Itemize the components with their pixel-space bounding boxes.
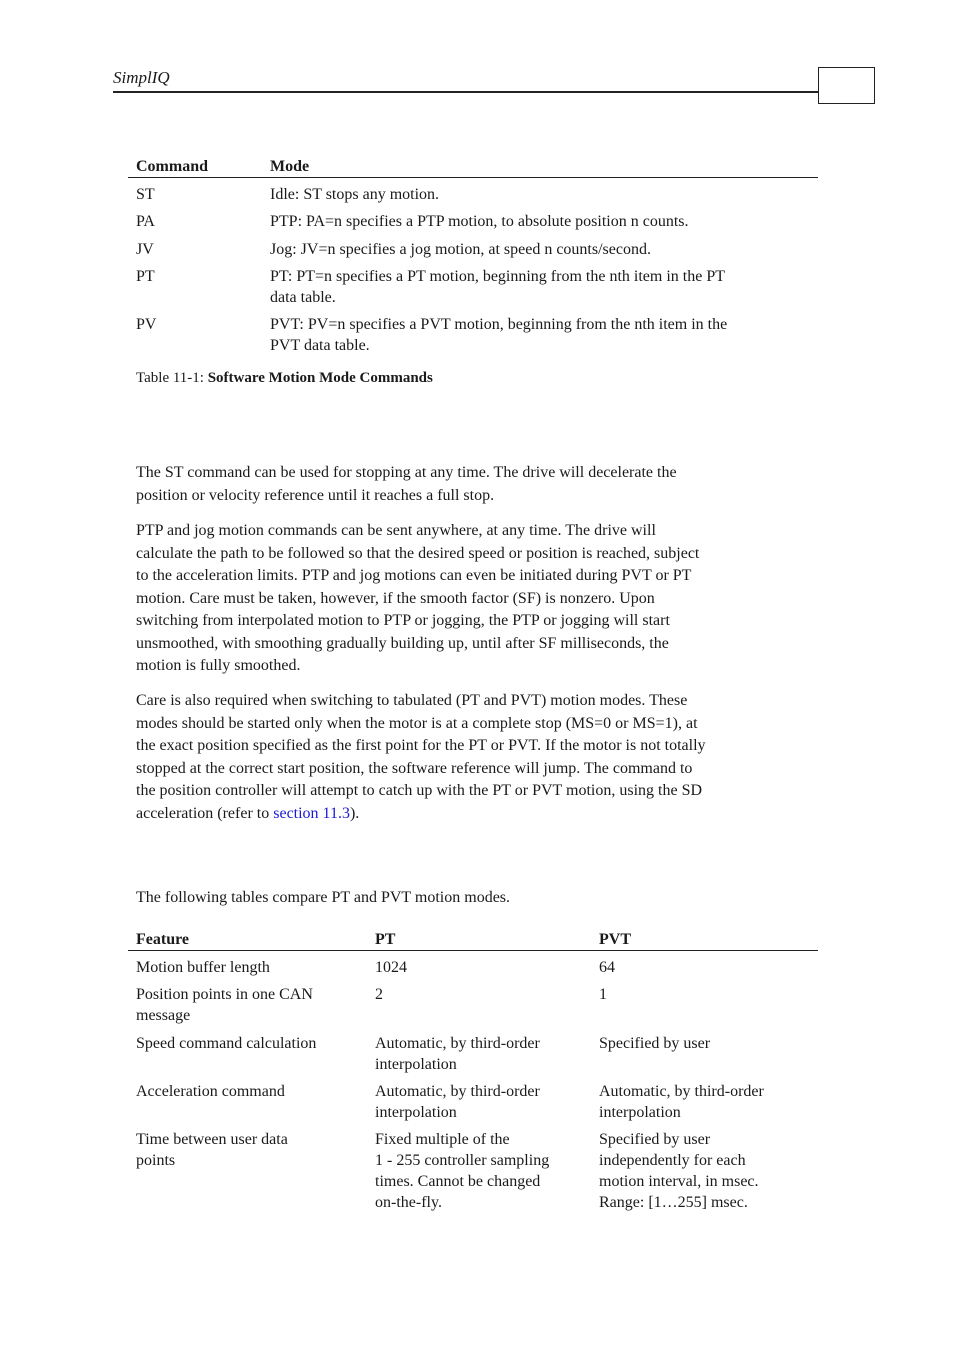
table1-command-cell: PV [136, 316, 157, 333]
paragraph-tabulated-modes [136, 690, 816, 825]
table1-mode-cell: PVT data table. [270, 337, 370, 354]
table1-mode-cell: Jog: JV=n specifies a jog motion, at speed n counts/second. [270, 241, 651, 258]
paragraph-stop-command [136, 462, 816, 507]
paragraph-text: acceleration (refer to [136, 804, 274, 822]
table2-pvt-cell: Range: [1…255] msec. [599, 1194, 748, 1211]
table2-feature-cell: Acceleration command [136, 1083, 285, 1100]
paragraph-line: The ST command can be used for stopping at any time. The drive will decelerate the [136, 464, 677, 481]
table2-pvt-cell: Specified by user [599, 1035, 711, 1052]
table2-header-pvt: PVT [599, 931, 631, 948]
table1-command-cell: ST [136, 186, 155, 203]
table1-mode-cell: PVT: PV=n specifies a PVT motion, beginning from the nth item in the [270, 316, 728, 333]
table2-header-rule [128, 950, 818, 951]
table2-pt-cell: interpolation [375, 1104, 457, 1121]
section-link[interactable]: section 11.3 [273, 804, 350, 822]
table1-caption [136, 368, 433, 388]
table1-command-cell: JV [136, 241, 154, 258]
table2-feature-cell: Position points in one CAN [136, 986, 313, 1003]
paragraph-line: The following tables compare PT and PVT motion modes. [136, 889, 511, 906]
table2-feature-cell: Motion buffer length [136, 959, 270, 976]
table2-pvt-cell: 64 [599, 959, 615, 976]
table2-feature-cell: Speed command calculation [136, 1035, 317, 1052]
table1-header-mode: Mode [270, 158, 310, 175]
table2-pt-cell: times. Cannot be changed [375, 1173, 541, 1190]
table1-mode-cell: Idle: ST stops any motion. [270, 186, 440, 203]
table1-caption-title: Software Motion Mode Commands [207, 370, 433, 386]
table2-header-pt: PT [375, 931, 396, 948]
paragraph-line [136, 803, 816, 826]
paragraph-ptp-jog [136, 520, 816, 678]
paragraph-compare-intro [136, 887, 816, 910]
table2-pvt-cell: interpolation [599, 1104, 681, 1121]
table2-pt-cell: 2 [375, 986, 383, 1003]
table2-pt-cell: on-the-fly. [375, 1194, 442, 1211]
table2-pvt-cell: 1 [599, 986, 607, 1003]
table2-feature-cell: points [136, 1152, 176, 1169]
table1-header-command: Command [136, 158, 209, 175]
table2-feature-cell: Time between user data [136, 1131, 288, 1148]
table2-pvt-cell: Automatic, by third-order [599, 1083, 764, 1100]
table1-mode-cell: data table. [270, 289, 336, 306]
table1-mode-cell: PTP: PA=n specifies a PTP motion, to absolute position n counts. [270, 213, 689, 230]
table1-mode-cell: PT: PT=n specifies a PT motion, beginning from the nth item in the PT [270, 268, 725, 285]
header-rule [113, 91, 819, 93]
table2-pvt-cell: Specified by user [599, 1131, 711, 1148]
paragraph-line: unsmoothed, with smoothing gradually building up, until after SF milliseconds, the [136, 634, 669, 652]
paragraph-line: motion. Care must be taken, however, if the smooth factor (SF) is nonzero. Upon [136, 589, 655, 607]
table2-pt-cell: Automatic, by third-order [375, 1083, 540, 1100]
table1-command-cell: PA [136, 213, 155, 230]
table1-command-cell: PT [136, 268, 155, 285]
page-number-box [818, 67, 875, 104]
table2-pvt-cell: motion interval, in msec. [599, 1173, 759, 1190]
paragraph-line: position or velocity reference until it reaches a full stop. [136, 486, 495, 504]
paragraph-line: modes should be started only when the motor is at a complete stop (MS=0 or MS=1), at [136, 714, 698, 732]
table2-pt-cell: 1024 [375, 959, 407, 976]
table2-feature-cell: message [136, 1007, 191, 1024]
table2-pt-cell: interpolation [375, 1056, 457, 1073]
table2-pvt-cell: independently for each [599, 1152, 746, 1169]
paragraph-line: stopped at the correct start position, the software reference will jump. The command to [136, 759, 693, 777]
paragraph-text: ). [349, 804, 360, 822]
table2-pt-cell: Fixed multiple of the [375, 1131, 510, 1148]
table2-header-feature: Feature [136, 931, 190, 948]
running-header-title: SimplIQ [113, 68, 170, 87]
table2-pt-cell: 1 - 255 controller sampling [375, 1152, 550, 1169]
paragraph-line: motion is fully smoothed. [136, 657, 301, 674]
paragraph-line: calculate the path to be followed so that the desired speed or position is reached, subject [136, 544, 700, 562]
paragraph-line: the exact position specified as the first point for the PT or PVT. If the motor is not totally [136, 737, 706, 754]
table1-caption-prefix: Table 11-1: [136, 370, 208, 386]
paragraph-line: Care is also required when switching to tabulated (PT and PVT) motion modes. These [136, 692, 688, 709]
paragraph-line: to the acceleration limits. PTP and jog motions can even be initiated during PVT or PT [136, 567, 692, 584]
paragraph-line: PTP and jog motion commands can be sent anywhere, at any time. The drive will [136, 522, 656, 539]
table2-pt-cell: Automatic, by third-order [375, 1035, 540, 1052]
table1-header-rule [128, 177, 818, 178]
paragraph-line: switching from interpolated motion to PTP or jogging, the PTP or jogging will start [136, 612, 670, 629]
paragraph-line: the position controller will attempt to catch up with the PT or PVT motion, using the SD [136, 782, 703, 799]
